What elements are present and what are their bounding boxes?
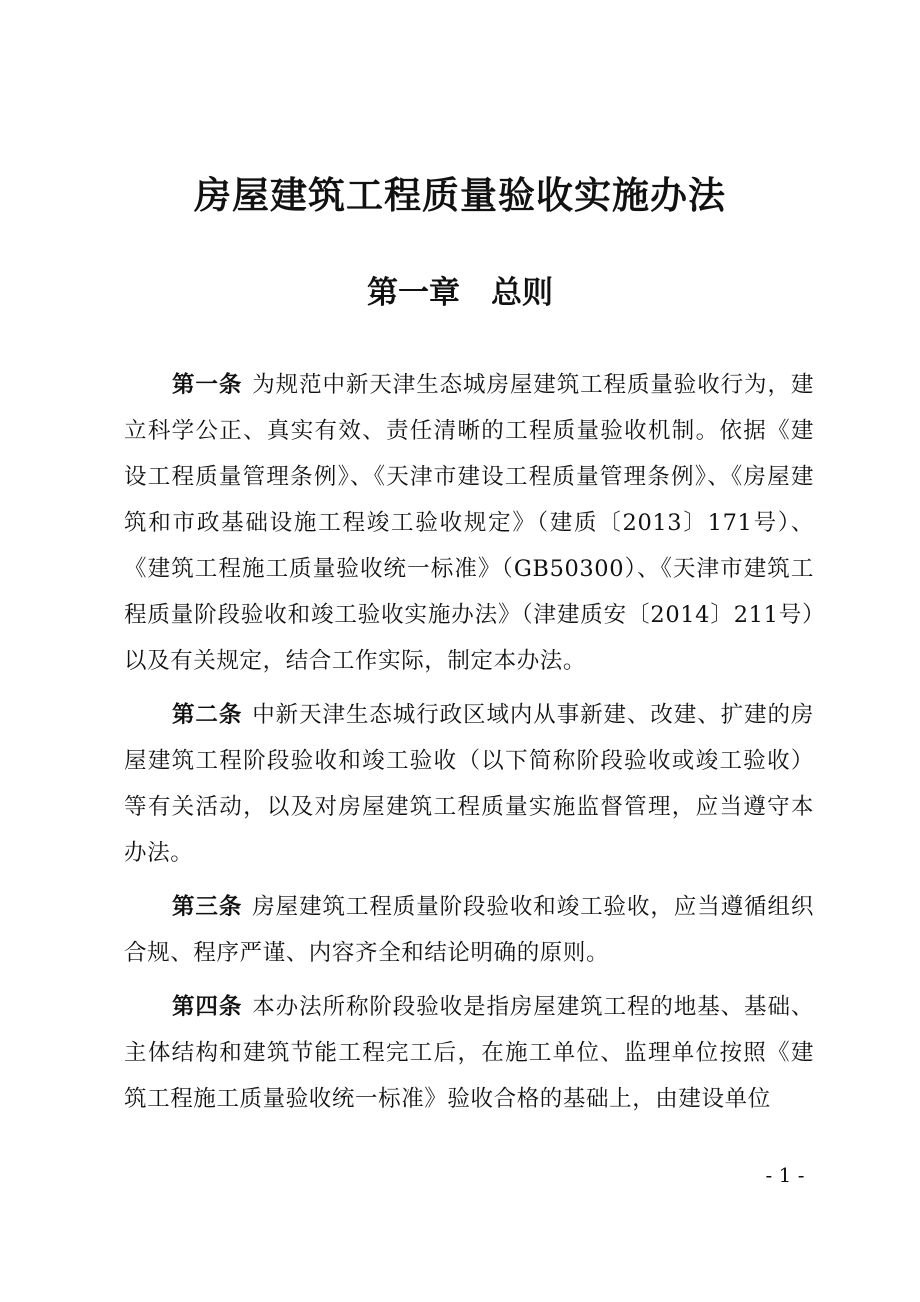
article-4 [124, 984, 814, 1122]
article-1 [124, 362, 814, 684]
document-body [124, 362, 814, 1130]
article-text: 本办法所称阶段验收是指房屋建筑工程的地基、基础、主体结构和建筑节能工程完工后，在施工单位、监理单位按照《建筑工程施工质量验收统一标准》验收合格的基础上，由建设单位 [124, 994, 814, 1112]
article-text: 房屋建筑工程质量阶段验收和竣工验收，应当遵循组织合规、程序严谨、内容齐全和结论明确的原则。 [124, 894, 814, 966]
document-title: 房屋建筑工程质量验收实施办法 [194, 174, 726, 217]
article-2 [124, 692, 814, 876]
article-text: 中新天津生态城行政区域内从事新建、改建、扩建的房屋建筑工程阶段验收和竣工验收（以下简称阶段验收或竣工验收）等有关活动，以及对房屋建筑工程质量实施监督管理，应当遵守本办法。 [124, 702, 814, 866]
article-label: 第四条 [172, 994, 243, 1020]
article-3 [124, 884, 814, 976]
article-label: 第二条 [172, 702, 243, 728]
page-number: - 1 - [765, 1163, 805, 1187]
chapter-heading: 第一章 总则 [367, 275, 553, 311]
article-label: 第一条 [172, 372, 243, 398]
article-label: 第三条 [172, 894, 243, 920]
article-text: 为规范中新天津生态城房屋建筑工程质量验收行为，建立科学公正、真实有效、责任清晰的工程质量验收机制。依据《建设工程质量管理条例》、《天津市建设工程质量管理条例》、《房屋建筑和市政基础设施工程竣工验收规定》（建质〔2013〕171号）、《建筑工程施工质量验收统一标准》（GB50300）、《天津市建筑工程质量阶段验收和竣工验收实施办法》（津建质安〔2014〕211号）以及有关规定，结合工作实际，制定本办法。 [124, 372, 814, 674]
